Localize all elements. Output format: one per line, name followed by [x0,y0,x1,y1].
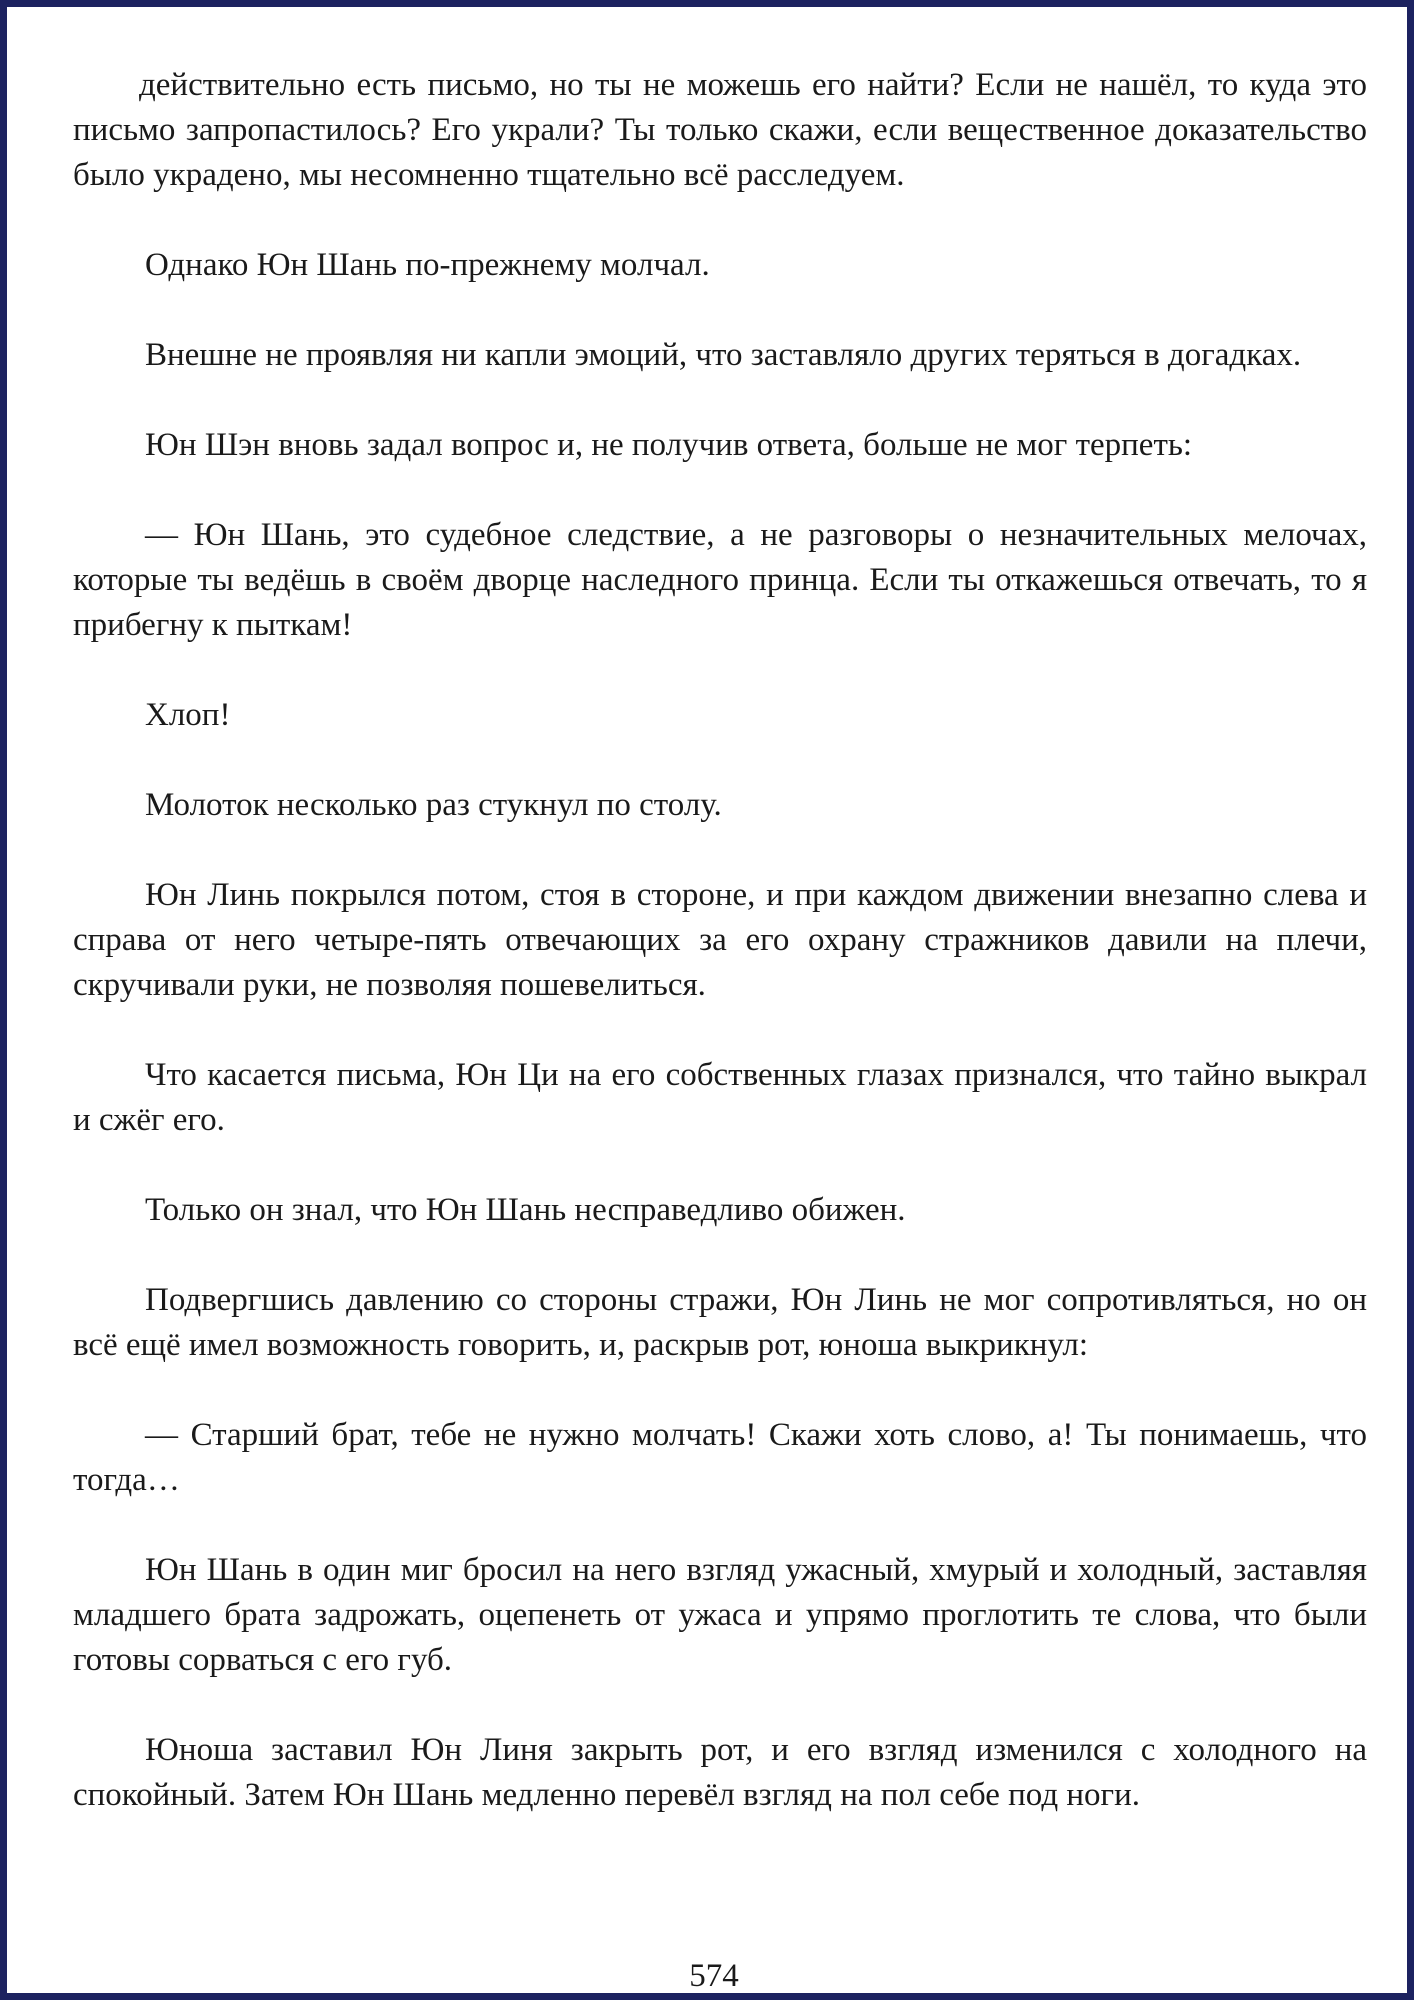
paragraph: Молоток несколько раз стукнул по столу. [145,787,722,823]
text-column [73,63,1367,1863]
page-number: 574 [689,1958,739,1994]
paragraph: Юноша заставил Юн Линя закрыть рот, и его взгляд изменился с холодного на спокойный. Затем Юн Шань медленно перевёл взгляд на пол себе под ноги. [73,1732,1367,1813]
paragraph: Однако Юн Шань по-прежнему молчал. [145,247,710,283]
paragraph: — Юн Шань, это судебное следствие, а не разговоры о незначительных мелочах, которые ты ведёшь в своём дворце наследного принца. Если ты откажешься отвечать, то я прибегну к пыткам! [73,517,1367,643]
paragraph: Внешне не проявляя ни капли эмоций, что заставляло других теряться в догадках. [145,337,1302,373]
paragraph: Что касается письма, Юн Ци на его собственных глазах признался, что тайно выкрал и сжёг его. [73,1057,1367,1138]
paragraph: Только он знал, что Юн Шань несправедливо обижен. [145,1192,906,1228]
paragraph: Хлоп! [145,697,231,733]
paragraph: Подвергшись давлению со стороны стражи, Юн Линь не мог сопротивляться, но он всё ещё имел возможность говорить, и, раскрыв рот, юноша выкрикнул: [73,1282,1367,1363]
paragraph: Юн Шань в один миг бросил на него взгляд ужасный, хмурый и холодный, заставляя младшего брата задрожать, оцепенеть от ужаса и упрямо проглотить те слова, что были готовы сорваться с его губ. [73,1552,1367,1678]
paragraph: Юн Линь покрылся потом, стоя в стороне, и при каждом движении внезапно слева и справа от него четыре-пять отвечающих за его охрану стражников давили на плечи, скручивали руки, не позволяя пошевелиться. [73,877,1367,1003]
paragraph-continued: действительно есть письмо, но ты не можешь его найти? Если не нашёл, то куда это письмо запропастилось? Его украли? Ты только скажи, если вещественное доказательство было украдено, мы несомненно тщательно всё расследуем. [73,67,1367,193]
paragraph: — Старший брат, тебе не нужно молчать! Скажи хоть слово, а! Ты понимаешь, что тогда… [73,1417,1367,1498]
paragraph: Юн Шэн вновь задал вопрос и, не получив ответа, больше не мог терпеть: [145,427,1193,463]
